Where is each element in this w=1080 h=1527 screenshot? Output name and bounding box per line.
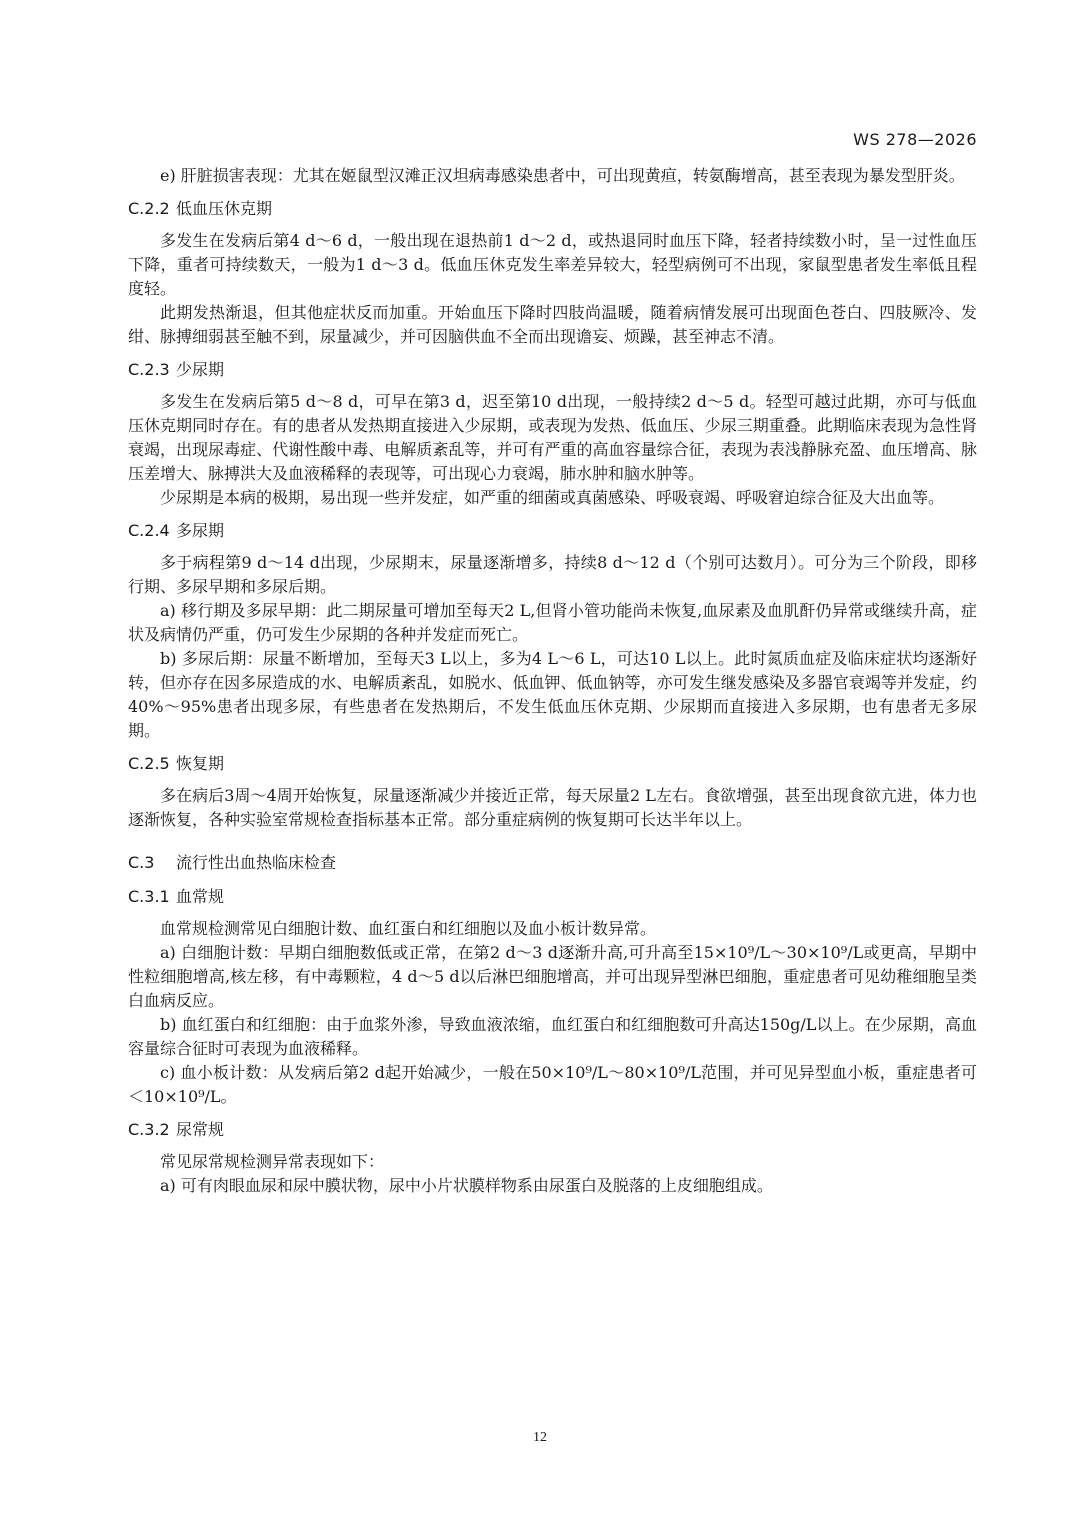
section-title: 低血压休克期 (176, 199, 273, 218)
document-body (128, 164, 977, 1198)
list-item: b) 多尿后期：尿量不断增加，至每天3 L以上，多为4 L～6 L，可达10 L以上。此时氮质血症及临床症状均逐渐好转，但亦存在因多尿造成的水、电解质紊乱，如脱水、低血钾、低血钠等，亦可发生继发感染及多器官衰竭等并发症，约40%～95%患者出现多尿，有些患者在发热期后，不发生低血压休克期、少尿期而直接进入多尿期，也有患者无多尿期。 (128, 649, 977, 740)
paragraph: 少尿期是本病的极期，易出现一些并发症，如严重的细菌或真菌感染、呼吸衰竭、呼吸窘迫综合征及大出血等。 (160, 488, 945, 507)
section-title: 流行性出血热临床检查 (176, 853, 337, 872)
section-title: 恢复期 (176, 754, 225, 773)
section-heading-c25 (128, 753, 977, 775)
paragraph: 血常规检测常见白细胞计数、血红蛋白和红细胞以及血小板计数异常。 (160, 919, 657, 938)
section-number: C.2.3 (128, 360, 170, 379)
section-heading-c32 (128, 1119, 977, 1141)
section-heading-c24 (128, 520, 977, 542)
standard-number: WS 278—2026 (853, 130, 977, 149)
section-number: C.2.2 (128, 199, 170, 218)
section-number: C.3.1 (128, 887, 170, 906)
paragraph: 常见尿常规检测异常表现如下： (160, 1152, 385, 1171)
list-item: c) 血小板计数：从发病后第2 d起开始减少，一般在50×10⁹/L～80×10⁹/L范围，并可见异型血小板，重症患者可＜10×10⁹/L。 (128, 1063, 977, 1106)
section-number: C.2.4 (128, 521, 170, 540)
section-title: 少尿期 (176, 360, 225, 379)
paragraph: 此期发热渐退，但其他症状反而加重。开始血压下降时四肢尚温暖，随着病情发展可出现面色苍白、四肢厥冷、发绀、脉搏细弱甚至触不到，尿量减少，并可因脑供血不全而出现谵妄、烦躁，甚至神志不清。 (128, 303, 977, 346)
section-heading-c22 (128, 198, 977, 220)
paragraph: 多发生在发病后第4 d～6 d，一般出现在退热前1 d～2 d，或热退同时血压下降，轻者持续数小时，呈一过性血压下降，重者可持续数天，一般为1 d～3 d。低血压休克发生率差异较大，轻型病例可不出现，家鼠型患者发生率低且程度轻。 (128, 231, 977, 298)
paragraph: e) 肝脏损害表现：尤其在姬鼠型汉滩正汉坦病毒感染患者中，可出现黄疸，转氨酶增高，甚至表现为暴发型肝炎。 (160, 166, 965, 185)
section-number: C.2.5 (128, 754, 170, 773)
paragraph: 多于病程第9 d～14 d出现，少尿期末，尿量逐渐增多，持续8 d～12 d（个别可达数月）。可分为三个阶段，即移行期、多尿早期和多尿后期。 (128, 553, 977, 596)
section-number: C.3 (128, 853, 155, 872)
paragraph: 多在病后3周～4周开始恢复，尿量逐渐减少并接近正常，每天尿量2 L左右。食欲增强，甚至出现食欲亢进，体力也逐渐恢复，各种实验室常规检查指标基本正常。部分重症病例的恢复期可长达半年以上。 (128, 786, 977, 829)
section-number: C.3.2 (128, 1120, 170, 1139)
paragraph: 多发生在发病后第5 d～8 d，可早在第3 d，迟至第10 d出现，一般持续2 d～5 d。轻型可越过此期，亦可与低血压休克期同时存在。有的患者从发热期直接进入少尿期，或表现为发热、低血压、少尿三期重叠。此期临床表现为急性肾衰竭，出现尿毒症、代谢性酸中毒、电解质紊乱等，并可有严重的高血容量综合征，表现为表浅静脉充盈、血压增高、脉压差增大、脉搏洪大及血液稀释的表现等，可出现心力衰竭，肺水肿和脑水肿等。 (128, 392, 977, 483)
list-item: a) 移行期及多尿早期：此二期尿量可增加至每天2 L,但肾小管功能尚未恢复,血尿素及血肌酐仍异常或继续升高，症状及病情仍严重，仍可发生少尿期的各种并发症而死亡。 (128, 601, 977, 644)
section-heading-c23 (128, 359, 977, 381)
page-number: 12 (533, 1430, 547, 1445)
list-item: a) 可有肉眼血尿和尿中膜状物，尿中小片状膜样物系由尿蛋白及脱落的上皮细胞组成。 (160, 1176, 773, 1195)
chapter-heading-c3 (128, 852, 977, 874)
section-title: 血常规 (176, 887, 225, 906)
section-title: 多尿期 (176, 521, 225, 540)
section-heading-c31 (128, 886, 977, 908)
list-item: a) 白细胞计数：早期白细胞数低或正常，在第2 d～3 d逐渐升高,可升高至15×10⁹/L～30×10⁹/L或更高，早期中性粒细胞增高,核左移，有中毒颗粒，4 d～5 d以后淋巴细胞增高，并可出现异型淋巴细胞，重症患者可见幼稚细胞呈类白血病反应。 (128, 943, 977, 1010)
list-item: b) 血红蛋白和红细胞：由于血浆外渗，导致血液浓缩，血红蛋白和红细胞数可升高达150g/L以上。在少尿期，高血容量综合征时可表现为血液稀释。 (128, 1015, 977, 1058)
section-title: 尿常规 (176, 1120, 225, 1139)
